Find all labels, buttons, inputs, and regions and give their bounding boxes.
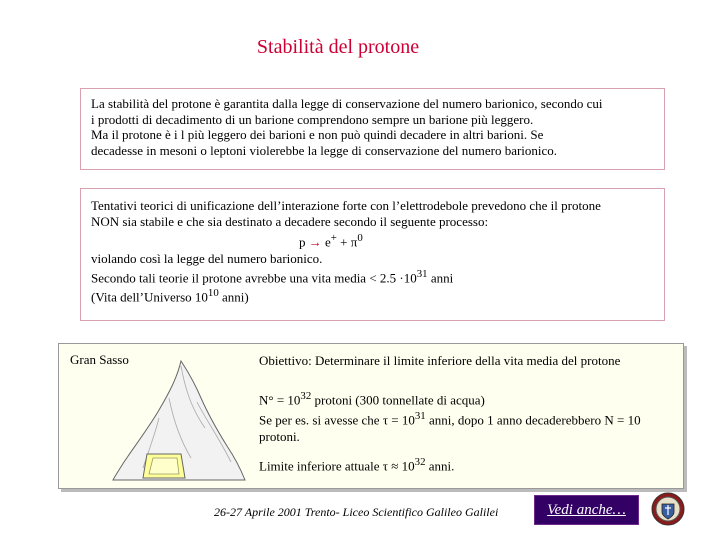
see-also-button[interactable] xyxy=(534,495,639,525)
reaction-plus: + xyxy=(340,234,348,250)
text-line xyxy=(259,408,679,428)
text-span: Se per es. si avesse che τ = 10 xyxy=(259,412,415,428)
text-line: Ma il protone è i l più leggero dei barioni e non può quindi decadere in altri barioni. Se xyxy=(91,127,544,142)
text-span: anni, dopo 1 anno decaderebbero N = 10 xyxy=(425,412,641,428)
superscript: 32 xyxy=(300,390,312,402)
stability-explanation-box xyxy=(80,88,665,170)
objective-text: Obiettivo: Determinare il limite inferiore della vita media del protone xyxy=(259,353,621,368)
text-line xyxy=(259,388,679,408)
reaction-pion: π xyxy=(350,234,358,250)
text-span: protoni (300 tonnellate di acqua) xyxy=(311,392,485,408)
text-line: Tentativi teorici di unificazione dell’interazione forte con l’elettrodebole prevedono che il protone xyxy=(91,198,601,213)
superscript: 32 xyxy=(414,456,426,468)
text-span: (Vita dell’Universo 10 xyxy=(91,288,208,304)
text-span: Secondo tali teorie il protone avrebbe una vita media < 2.5 ·10 xyxy=(91,270,417,286)
gran-sasso-box xyxy=(58,343,684,489)
see-also-link[interactable]: Vedi anche… xyxy=(547,502,626,518)
superscript: 0 xyxy=(357,232,363,244)
text-span: N° = 10 xyxy=(259,392,301,408)
reaction-proton: p xyxy=(299,234,306,250)
calculation-text xyxy=(259,388,679,445)
text-line: NON sia stabile e che sia destinato a decadere secondo il seguente processo: xyxy=(91,213,489,229)
superscript: 31 xyxy=(414,410,426,423)
decay-reaction xyxy=(91,229,654,251)
arrow-icon: → xyxy=(308,234,322,250)
unification-theory-box xyxy=(80,188,665,321)
text-span: anni. xyxy=(425,458,455,474)
text-span: Limite inferiore attuale τ ≈ 10 xyxy=(259,458,415,474)
superscript: + xyxy=(330,232,337,244)
text-line: violando così la legge del numero barionico. xyxy=(91,251,323,267)
reaction-positron: e xyxy=(325,234,331,250)
text-line xyxy=(91,267,654,286)
superscript: 31 xyxy=(416,267,428,280)
text-line: La stabilità del protone è garantita dalla legge di conservazione del numero barionico, secondo cui xyxy=(91,96,603,111)
text-span: anni) xyxy=(218,288,249,304)
gran-sasso-label: Gran Sasso xyxy=(70,352,129,367)
text-span: anni xyxy=(427,270,454,286)
footer-text: 26-27 Aprile 2001 Trento- Liceo Scientifico Galileo Galilei xyxy=(214,505,499,519)
text-line: i prodotti di decadimento di un barione comprendono sempre un barione più leggero. xyxy=(91,111,534,127)
page-title: Stabilità del protone xyxy=(256,36,420,58)
limit-text xyxy=(259,454,679,474)
text-line: protoni. xyxy=(259,428,300,444)
superscript: 10 xyxy=(207,286,219,299)
school-seal-icon xyxy=(651,492,685,526)
text-line: decadesse in mesoni o leptoni violerebbe la legge di conservazione del numero barionico. xyxy=(91,142,558,158)
mountain-icon xyxy=(109,358,249,483)
text-line xyxy=(91,286,654,305)
